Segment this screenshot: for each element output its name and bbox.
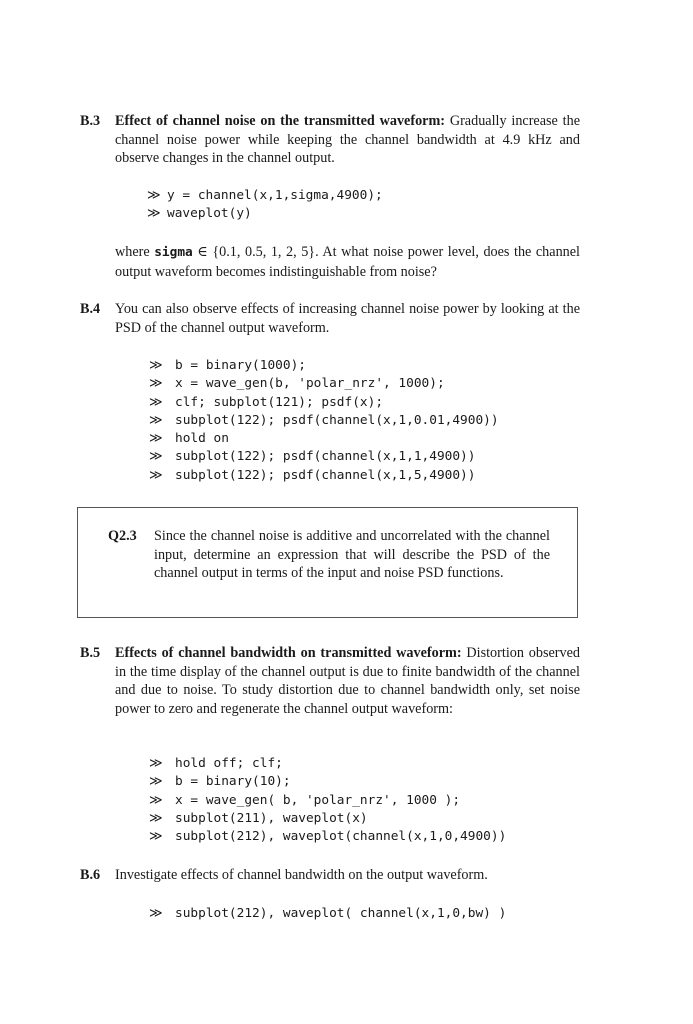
code-block-b3 xyxy=(147,187,383,224)
prompt-glyph: ≫ xyxy=(149,906,163,921)
code-line xyxy=(149,448,499,466)
section-number: B.5 xyxy=(80,645,101,661)
code-text: subplot(211), waveplot(x) xyxy=(175,810,368,826)
code-text: clf; subplot(121); psdf(x); xyxy=(175,394,384,410)
question-text: Since the channel noise is additive and uncorrelated with the channel input, determine an expression that will describe the PSD of the channel output in terms of the input and noise PSD functions. xyxy=(154,528,550,582)
section-b6 xyxy=(80,866,580,885)
section-number: B.4 xyxy=(80,301,101,317)
code-text: hold off; clf; xyxy=(175,756,283,771)
code-block-b6 xyxy=(149,905,506,923)
code-block-b5 xyxy=(149,755,506,846)
prompt-glyph: ≫ xyxy=(147,206,161,222)
code-line xyxy=(149,394,499,412)
prompt-glyph: ≫ xyxy=(149,774,163,790)
prompt-glyph: ≫ xyxy=(149,756,163,771)
section-body: Distortion observed in the time display of the channel output is due to finite bandwidth of the channel and due to noise. To study distortion due to channel bandwidth only, set noise power to zero and regenerate the channel output waveform: xyxy=(115,645,580,717)
section-body: You can also observe effects of increasing channel noise power by looking at the PSD of the channel output waveform. xyxy=(115,301,580,336)
section-text: where sigma ∈ {0.1, 0.5, 1, 2, 5}. At what noise power level, does the channel output waveform becomes indistinguishable from noise? xyxy=(115,244,580,280)
code-line xyxy=(149,412,499,430)
code-line xyxy=(149,430,499,448)
code-text: b = binary(10); xyxy=(175,774,291,790)
code-text: b = binary(1000); xyxy=(175,358,306,373)
code-line xyxy=(147,205,383,223)
code-text: subplot(122); psdf(channel(x,1,5,4900)) xyxy=(175,467,476,483)
code-text: hold on xyxy=(175,431,229,447)
code-text: y = channel(x,1,sigma,4900); xyxy=(167,188,383,203)
code-line xyxy=(149,357,499,375)
inline-code-sigma: sigma xyxy=(154,245,193,260)
question-number: Q2.3 xyxy=(108,528,137,544)
code-text: subplot(122); psdf(channel(x,1,1,4900)) xyxy=(175,449,476,465)
prompt-glyph: ≫ xyxy=(149,449,163,465)
code-line xyxy=(149,467,499,485)
code-line xyxy=(149,773,506,791)
question-box xyxy=(77,507,578,618)
section-title: Effect of channel noise on the transmitted waveform: xyxy=(115,113,446,129)
code-block-b4 xyxy=(149,357,499,485)
prompt-glyph: ≫ xyxy=(149,412,163,428)
code-text: x = wave_gen( b, 'polar_nrz', 1000 ); xyxy=(175,792,461,808)
prompt-glyph: ≫ xyxy=(149,376,163,392)
code-line xyxy=(147,187,383,205)
section-number: B.3 xyxy=(80,113,101,129)
code-line xyxy=(149,375,499,393)
code-text: x = wave_gen(b, 'polar_nrz', 1000); xyxy=(175,376,445,392)
prompt-glyph: ≫ xyxy=(149,792,163,808)
prompt-glyph: ≫ xyxy=(149,810,163,826)
code-line xyxy=(149,792,506,810)
section-text xyxy=(115,112,580,168)
prompt-glyph: ≫ xyxy=(149,394,163,410)
section-number: B.6 xyxy=(80,867,101,883)
section-text xyxy=(115,644,580,718)
prompt-glyph: ≫ xyxy=(147,188,161,203)
section-b3-question xyxy=(80,243,580,281)
section-body: Gradually increase the channel noise power while keeping the channel bandwidth at 4.9 kHz and observe changes in the channel output. xyxy=(115,113,580,167)
code-text: waveplot(y) xyxy=(167,206,252,222)
section-title: Effects of channel bandwidth on transmitted waveform: xyxy=(115,645,462,661)
prompt-glyph: ≫ xyxy=(149,358,163,373)
code-line xyxy=(149,755,506,773)
code-line xyxy=(149,905,506,923)
code-text: subplot(212), waveplot(channel(x,1,0,4900)) xyxy=(175,829,507,845)
section-b5 xyxy=(80,644,580,718)
code-text: subplot(212), waveplot( channel(x,1,0,bw) ) xyxy=(175,906,507,921)
code-line xyxy=(149,810,506,828)
code-line xyxy=(149,828,506,846)
prompt-glyph: ≫ xyxy=(149,431,163,447)
code-text: subplot(122); psdf(channel(x,1,0.01,4900)) xyxy=(175,412,499,428)
section-body: Investigate effects of channel bandwidth on the output waveform. xyxy=(115,867,488,883)
prompt-glyph: ≫ xyxy=(149,467,163,483)
section-b4 xyxy=(80,300,580,337)
prompt-glyph: ≫ xyxy=(149,829,163,845)
section-b3 xyxy=(80,112,580,168)
